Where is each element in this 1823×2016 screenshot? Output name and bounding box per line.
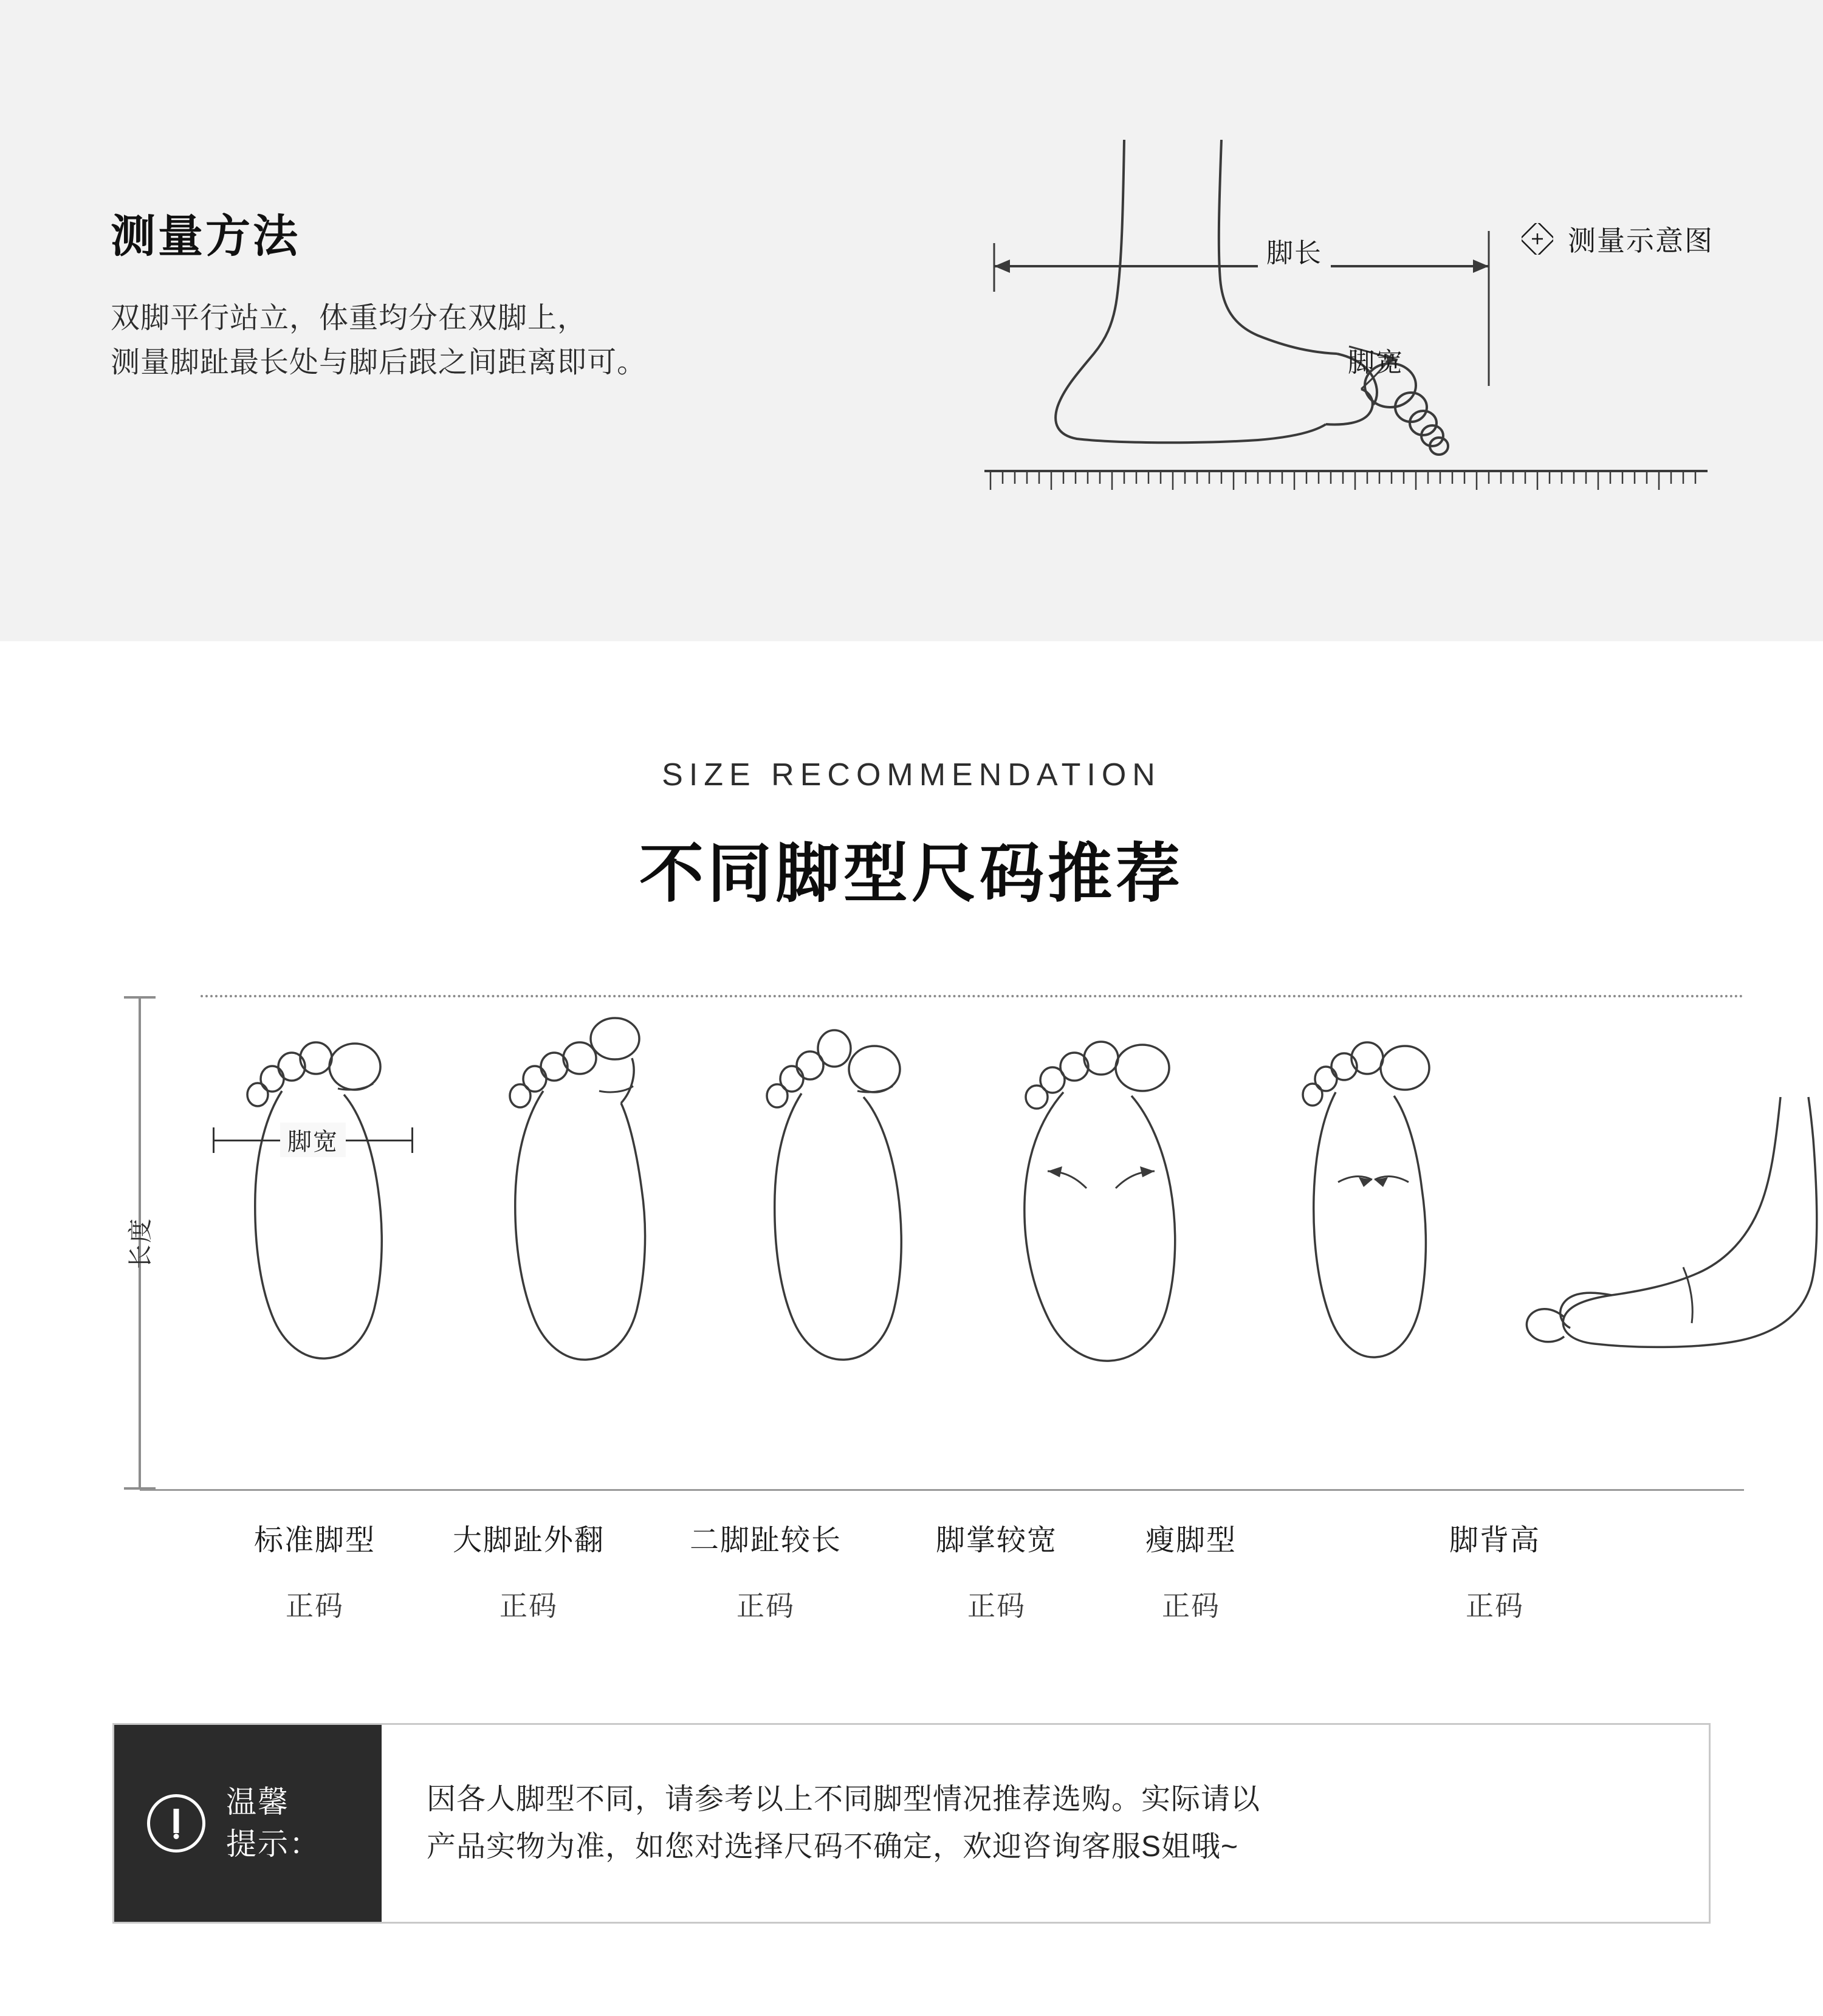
bottom-baseline: [140, 1489, 1744, 1491]
foot-width-marker: [213, 1123, 413, 1159]
width-cap-left: [213, 1127, 215, 1153]
foot-outline-bunion: [480, 1000, 681, 1389]
foot-outline-standard: [219, 1000, 419, 1389]
foot-type-name: 瘦脚型: [1145, 1524, 1237, 1557]
foot-outline-long-second-toe: [738, 1000, 939, 1389]
section-eyebrow: SIZE RECOMMENDATION: [662, 757, 1161, 793]
tip-body: [382, 1725, 1709, 1922]
caption-high-instep: [1337, 1516, 1653, 1624]
foot-type-bunion: [480, 1000, 681, 1389]
foot-type-name: 脚掌较宽: [935, 1524, 1057, 1557]
tip-body-line-2: 产品实物为准，如您对选择尺码不确定，欢迎咨询客服S姐哦~: [427, 1831, 1239, 1863]
foot-type-long-second-toe: [738, 1000, 939, 1389]
foot-length-label: 脚长: [1258, 231, 1331, 270]
foot-type-size: 正码: [1162, 1590, 1220, 1622]
foot-type-high-instep: [1501, 1091, 1823, 1395]
tip-badge-line-2: 提示：: [226, 1827, 321, 1861]
length-axis-label: 长度: [127, 1217, 154, 1269]
foot-type-size: 正码: [1466, 1590, 1524, 1622]
measure-line-2: 测量脚趾最长处与脚后跟之间距离即可。: [111, 346, 647, 379]
tip-badge-label: [226, 1781, 321, 1865]
exclamation-icon: [147, 1794, 205, 1853]
foot-width-label: 脚宽: [1348, 348, 1404, 377]
foot-outline-wide-sole: [997, 1000, 1215, 1389]
tip-body-line-1: 因各人脚型不同，请参考以上不同脚型情况推荐选购。实际请以: [427, 1783, 1261, 1816]
foot-type-size: 正码: [736, 1590, 795, 1622]
foot-type-size: 正码: [286, 1590, 344, 1622]
foot-type-name: 标准脚型: [253, 1524, 376, 1557]
diagram-icon: [1522, 223, 1553, 255]
measurement-text-block: [111, 211, 901, 385]
foot-type-size: 正码: [967, 1590, 1026, 1622]
tip-box: [112, 1723, 1711, 1924]
foot-type-standard: [219, 1000, 419, 1389]
foot-type-narrow: [1270, 1000, 1471, 1389]
foot-type-captions: [0, 1516, 1823, 1656]
width-cap-right: [411, 1127, 413, 1153]
diagram-badge: [1522, 219, 1714, 259]
measure-line-1: 双脚平行站立，体重均分在双脚上，: [111, 302, 588, 334]
caption-narrow: [1033, 1516, 1349, 1624]
top-dotted-guide: [201, 995, 1744, 997]
measurement-method-section: [0, 0, 1823, 641]
foot-type-size: 正码: [500, 1590, 558, 1622]
diagram-badge-label: 测量示意图: [1568, 225, 1714, 256]
tip-badge-line-1: 温馨: [226, 1785, 289, 1819]
page-title: 测量方法: [111, 211, 300, 261]
foot-type-name: 大脚趾外翻: [452, 1524, 605, 1557]
foot-type-name: 脚背高: [1449, 1524, 1540, 1557]
size-recommendation-section: [0, 757, 1823, 1656]
foot-measurement-illustration: [972, 140, 1732, 577]
foot-outline-narrow: [1270, 1000, 1471, 1389]
tip-badge: [114, 1725, 382, 1922]
foot-outline-high-instep: [1501, 1091, 1823, 1395]
width-marker-label: 脚宽: [280, 1123, 346, 1157]
foot-type-name: 二脚趾较长: [689, 1524, 842, 1557]
tip-section: [0, 1723, 1823, 1924]
foot-type-wide-sole: [997, 1000, 1215, 1389]
section-headline: 不同脚型尺码推荐: [639, 838, 1184, 910]
foot-types-row: [0, 982, 1823, 1504]
